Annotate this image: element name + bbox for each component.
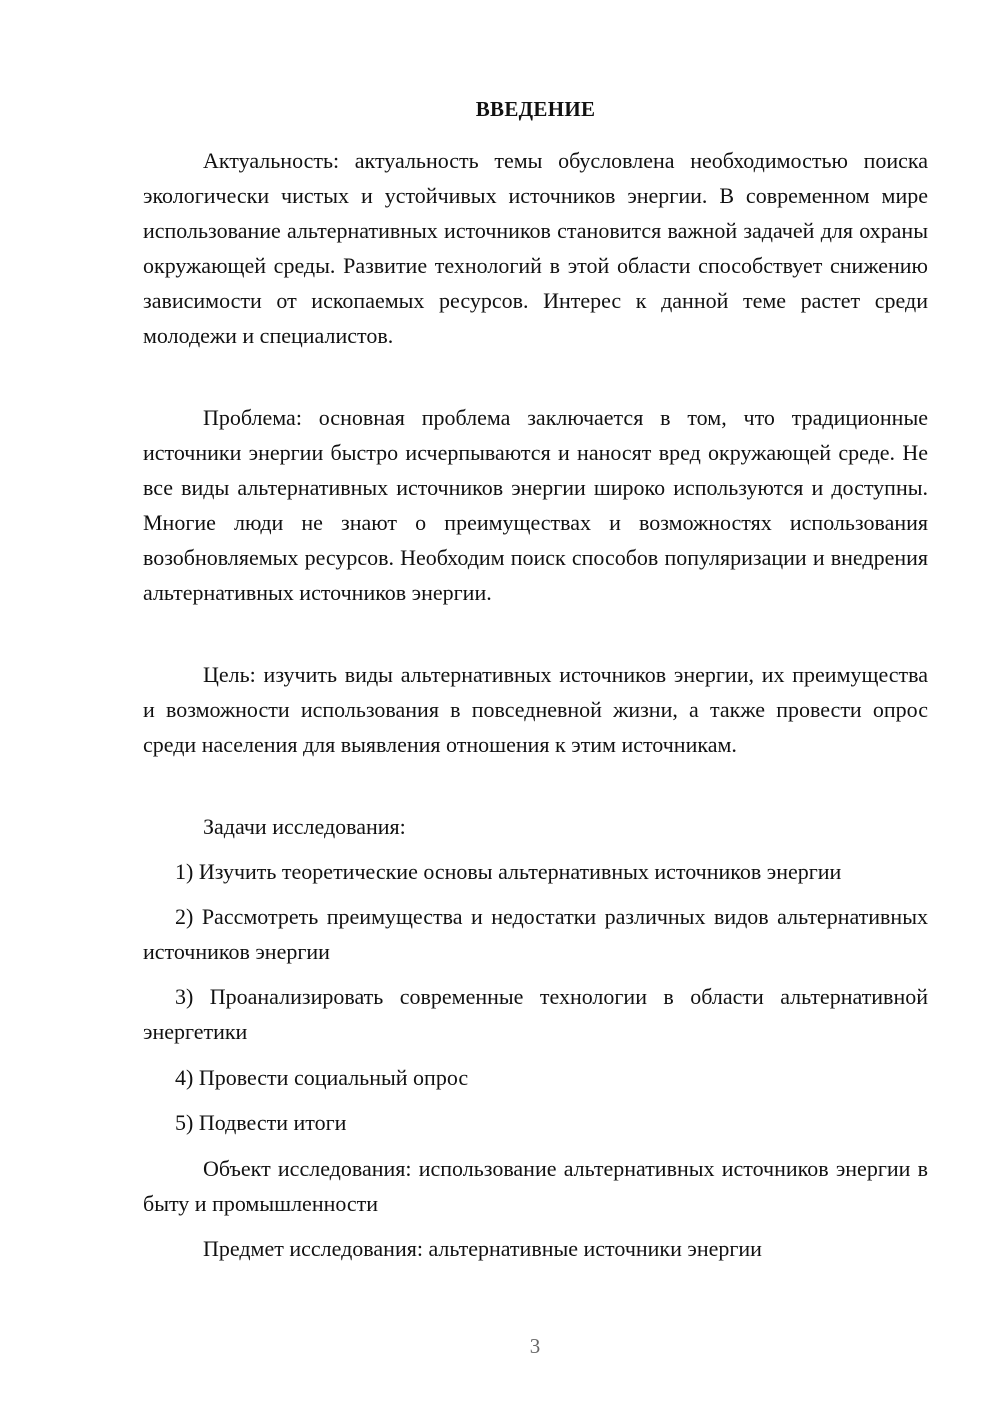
task-item: 1) Изучить теоретические основы альтернативных источников энергии: [175, 859, 842, 884]
task-item: 4) Провести социальный опрос: [175, 1065, 469, 1090]
subject-paragraph: Предмет исследования: альтернативные источники энергии: [203, 1236, 762, 1261]
task-item: 3) Проанализировать современные технологии в области альтернативной энергетики: [143, 984, 928, 1044]
tasks-heading: Задачи исследования:: [203, 814, 406, 839]
task-item: 2) Рассмотреть преимущества и недостатки различных видов альтернативных источников энергии: [143, 904, 928, 964]
goal-paragraph: Цель: изучить виды альтернативных источников энергии, их преимущества и возможности использования в повседневной жизни, а также провести опрос среди населения для выявления отношения к этим источникам.: [143, 662, 928, 757]
problem-paragraph: Проблема: основная проблема заключается в том, что традиционные источники энергии быстро исчерпываются и наносят вред окружающей среде. Не все виды альтернативных источников энергии широко используются и доступны. Многие люди не знают о преимуществах и возможностях использования возобновляемых ресурсов. Необходим поиск способов популяризации и внедрения альтернативных источников энергии.: [143, 405, 928, 605]
relevance-paragraph: Актуальность: актуальность темы обусловлена необходимостью поиска экологически чистых и устойчивых источников энергии. В современном мире использование альтернативных источников становится важной задачей для охраны окружающей среды. Развитие технологий в этой области способствует снижению зависимости от ископаемых ресурсов. Интерес к данной теме растет среди молодежи и специалистов.: [143, 148, 928, 348]
task-item: 5) Подвести итоги: [175, 1110, 347, 1135]
page-title: ВВЕДЕНИЕ: [475, 97, 596, 121]
page-number: 3: [529, 1334, 541, 1358]
object-paragraph: Объект исследования: использование альтернативных источников энергии в быту и промышленности: [143, 1156, 928, 1216]
